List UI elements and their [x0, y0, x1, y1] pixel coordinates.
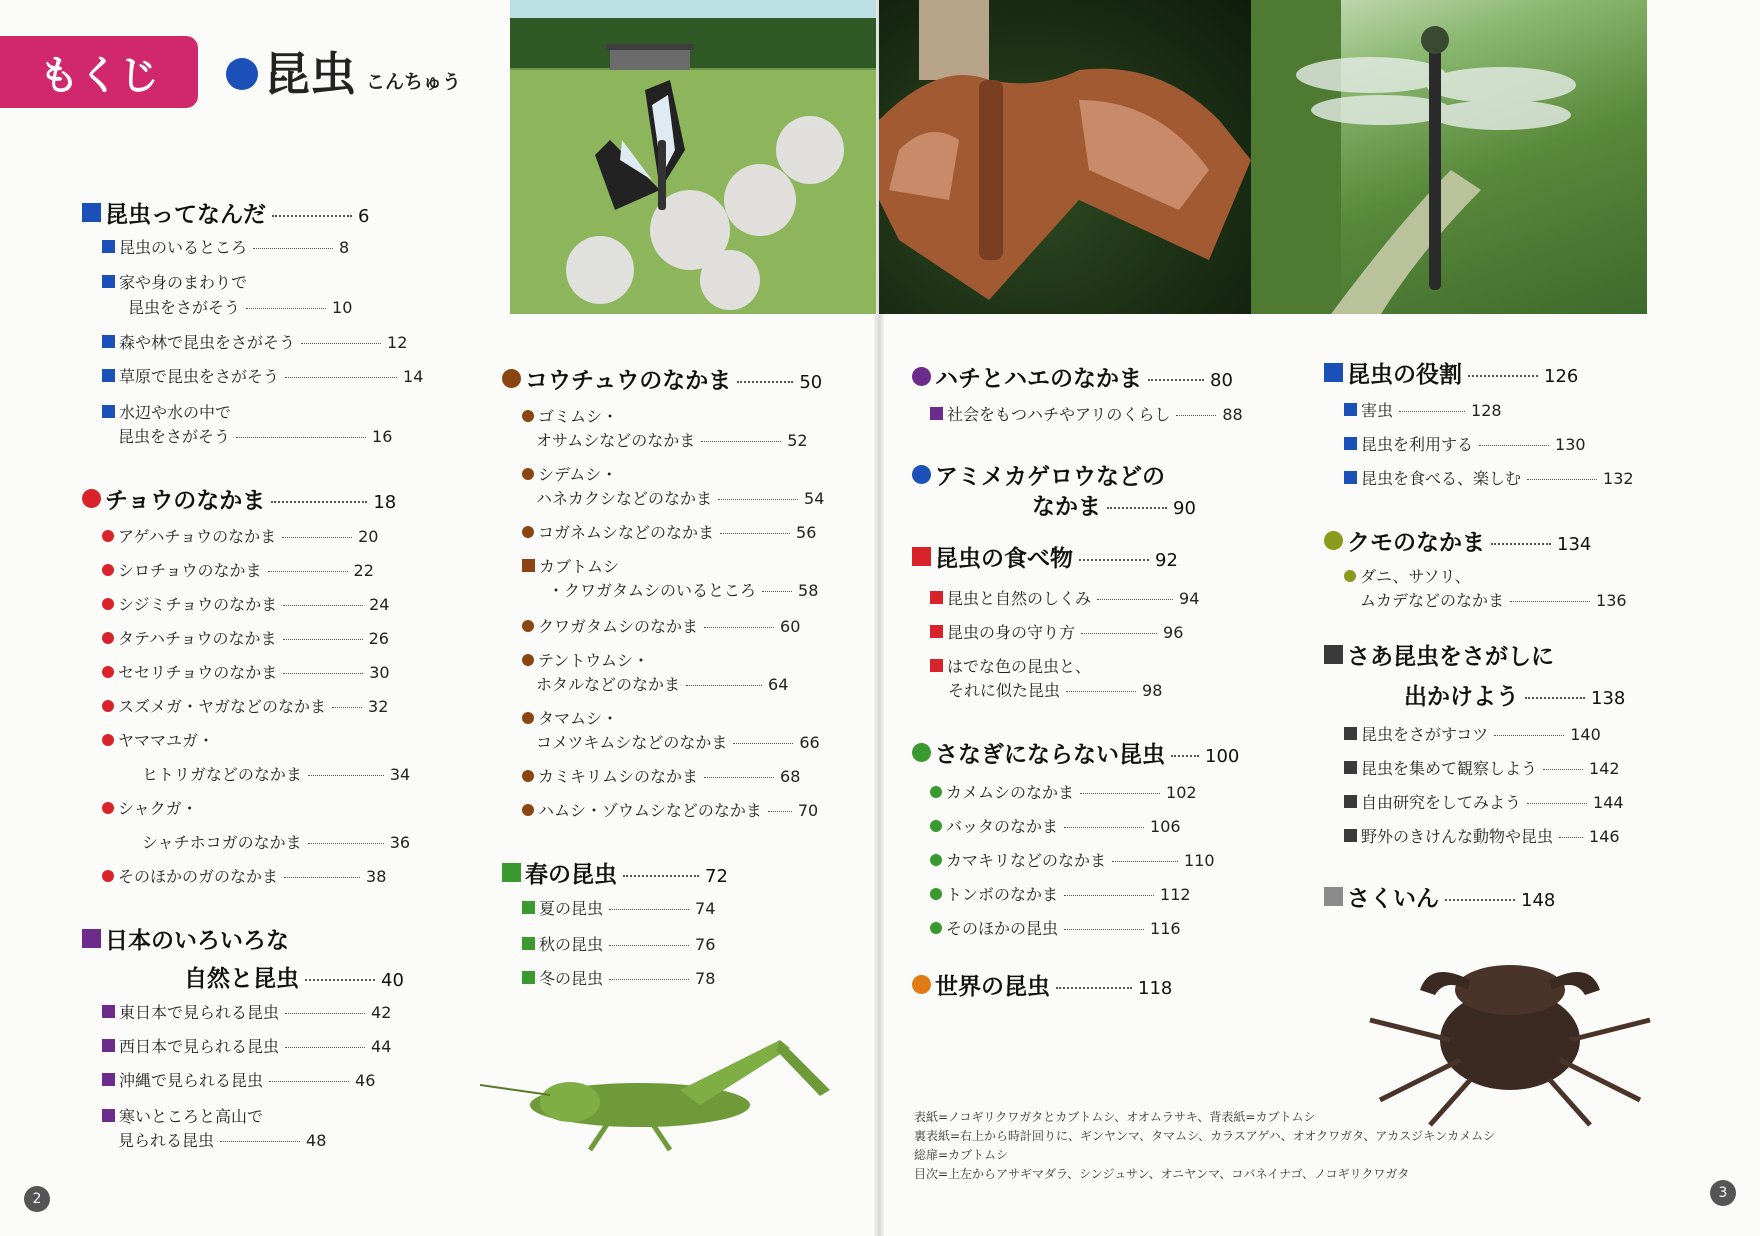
red-circle-icon [102, 666, 114, 678]
toc-item[interactable]: コメツキムシなどのなかま 66 [536, 733, 820, 752]
toc-heading[interactable]: アミメカゲロウなどの [912, 458, 1165, 491]
toc-item[interactable]: 冬の昆虫 78 [522, 966, 715, 989]
blue-square-icon [102, 405, 115, 418]
toc-item[interactable]: そのほかの昆虫 116 [930, 916, 1181, 939]
red-square-icon [930, 591, 943, 604]
toc-heading[interactable]: クモのなかま 134 [1324, 524, 1591, 557]
toc-item[interactable]: アゲハチョウのなかま 20 [102, 524, 378, 547]
red-circle-icon [102, 734, 114, 746]
toc-item[interactable]: ダニ、サソリ、 [1344, 564, 1471, 587]
toc-item[interactable]: 寒いところと高山で [102, 1104, 263, 1127]
toc-item[interactable]: シデムシ・ [522, 462, 617, 485]
toc-heading[interactable]: 自然と昆虫 40 [184, 966, 404, 992]
toc-item[interactable]: 社会をもつハチやアリのくらし 88 [930, 402, 1243, 425]
toc-heading[interactable]: 出かけよう 138 [1404, 684, 1626, 710]
olive-circle-icon [1344, 570, 1356, 582]
toc-heading[interactable]: ハチとハエのなかま 80 [912, 360, 1233, 393]
toc-heading[interactable]: さくいん 148 [1324, 880, 1555, 913]
toc-item[interactable]: バッタのなかま 106 [930, 814, 1181, 837]
contents-tab: もくじ [0, 36, 198, 108]
green-circle-icon [930, 854, 942, 866]
toc-item[interactable]: 昆虫をさがそう 16 [118, 427, 393, 446]
green-square-icon [522, 971, 535, 984]
blue-square-icon [102, 275, 115, 288]
toc-item[interactable]: 夏の昆虫 74 [522, 896, 715, 919]
toc-item[interactable]: 見られる昆虫 48 [118, 1131, 327, 1150]
red-square-icon [930, 659, 943, 672]
toc-item[interactable]: そのほかのガのなかま 38 [102, 864, 386, 887]
toc-item[interactable]: 自由研究をしてみよう 144 [1344, 790, 1624, 813]
red-circle-icon [102, 564, 114, 576]
toc-heading[interactable]: チョウのなかま 18 [82, 482, 396, 515]
toc-item[interactable]: シャクガ・ [102, 796, 198, 819]
toc-item[interactable]: 昆虫をさがそう 10 [128, 298, 353, 317]
red-circle-icon [102, 632, 114, 644]
photo-asagimadara [510, 0, 876, 314]
toc-item[interactable]: ヤママユガ・ [102, 728, 214, 751]
section-title: 昆虫 こんちゅう [226, 46, 461, 102]
brown-circle-icon [522, 654, 534, 666]
toc-heading[interactable]: コウチュウのなかま 50 [502, 362, 822, 395]
grasshopper-illustration [480, 1030, 860, 1160]
brown-circle-icon [502, 369, 521, 388]
green-circle-icon [930, 888, 942, 900]
blue-circle-icon [226, 58, 258, 90]
purple-circle-icon [912, 367, 931, 386]
gray-square-icon [1324, 887, 1343, 906]
toc-heading[interactable]: なかま 90 [1032, 494, 1196, 520]
blue-square-icon [102, 240, 115, 253]
toc-item[interactable]: オサムシなどのなかま 52 [536, 431, 808, 450]
red-circle-icon [82, 489, 101, 508]
toc-item[interactable]: カミキリムシのなかま 68 [522, 764, 800, 787]
purple-square-icon [930, 407, 943, 420]
blue-square-icon [1344, 403, 1357, 416]
blue-square-icon [102, 369, 115, 382]
toc-heading[interactable]: さあ昆虫をさがしに [1324, 638, 1554, 671]
blue-square-icon [1344, 471, 1357, 484]
toc-item[interactable]: 家や身のまわりで [102, 270, 247, 293]
toc-item[interactable]: トンボのなかま 112 [930, 882, 1191, 905]
purple-square-icon [102, 1109, 115, 1122]
toc-heading[interactable]: さなぎにならない昆虫 100 [912, 736, 1239, 769]
toc-item[interactable]: シジミチョウのなかま 24 [102, 592, 389, 615]
toc-item[interactable]: 昆虫を利用する 130 [1344, 432, 1586, 455]
dark-square-icon [1344, 829, 1357, 842]
green-square-icon [522, 901, 535, 914]
red-circle-icon [102, 530, 114, 542]
toc-item[interactable]: 野外のきけんな動物や昆虫 146 [1344, 824, 1620, 847]
toc-item[interactable]: 西日本で見られる昆虫 44 [102, 1034, 391, 1057]
brown-circle-icon [522, 410, 534, 422]
red-square-icon [912, 547, 931, 566]
toc-heading[interactable]: 昆虫ってなんだ 6 [82, 196, 369, 229]
toc-item[interactable]: 秋の昆虫 76 [522, 932, 715, 955]
toc-item[interactable]: 昆虫と自然のしくみ 94 [930, 586, 1199, 609]
toc-heading[interactable]: 昆虫の役割 126 [1324, 356, 1578, 389]
green-circle-icon [930, 820, 942, 832]
toc-item[interactable]: タテハチョウのなかま 26 [102, 626, 389, 649]
green-circle-icon [930, 922, 942, 934]
purple-square-icon [102, 1005, 115, 1018]
purple-square-icon [102, 1073, 115, 1086]
olive-circle-icon [1324, 531, 1343, 550]
toc-item[interactable]: 森や林で昆虫をさがそう 12 [102, 330, 407, 353]
toc-item[interactable]: タマムシ・ [522, 706, 618, 729]
purple-square-icon [102, 1039, 115, 1052]
toc-item[interactable]: ヒトリガなどのなかま 34 [142, 765, 411, 784]
dark-square-icon [1344, 761, 1357, 774]
toc-item[interactable]: カメムシのなかま 102 [930, 780, 1197, 803]
toc-item[interactable]: それに似た昆虫 98 [948, 681, 1163, 700]
red-circle-icon [102, 700, 114, 712]
toc-heading[interactable]: 世界の昆虫 118 [912, 968, 1172, 1001]
toc-item[interactable]: コガネムシなどのなかま 56 [522, 520, 816, 543]
blue-square-icon [1324, 363, 1343, 382]
purple-square-icon [82, 929, 101, 948]
blue-square-icon [102, 335, 115, 348]
photo-credits: 表紙=ノコギリクワガタとカブトムシ、オオムラサキ、背表紙=カブトムシ 裏表紙=右上から時計回りに、ギンヤンマ、タマムシ、カラスアゲハ、オオクワガタ、アカスジキンカメムシ 総扉=カブトムシ 目次=上左からアサギマダラ、シンジュサン、オニヤンマ、コバネイナゴ、ノコギリクワガタ [914, 1110, 1496, 1181]
red-circle-icon [102, 802, 114, 814]
toc-item[interactable]: 沖縄で見られる昆虫 46 [102, 1068, 375, 1091]
toc-item[interactable]: はでな色の昆虫と、 [930, 654, 1091, 677]
toc-item[interactable]: クワガタムシのなかま 60 [522, 614, 800, 637]
orange-circle-icon [912, 975, 931, 994]
toc-item[interactable]: スズメガ・ヤガなどのなかま 32 [102, 694, 388, 717]
dark-square-icon [1344, 727, 1357, 740]
page-number-left: 2 [24, 1186, 50, 1212]
page-number-right: 3 [1710, 1180, 1736, 1206]
toc-item[interactable]: ハネカクシなどのなかま 54 [536, 489, 825, 508]
toc-item[interactable]: 昆虫のいるところ 8 [102, 235, 349, 258]
red-square-icon [930, 625, 943, 638]
blue-square-icon [1344, 437, 1357, 450]
brown-circle-icon [522, 804, 534, 816]
brown-circle-icon [522, 620, 534, 632]
dark-square-icon [1324, 645, 1343, 664]
toc-item[interactable]: カブトムシ [522, 554, 619, 577]
green-circle-icon [912, 743, 931, 762]
blue-square-icon [82, 203, 101, 222]
photo-shinjusan [879, 0, 1251, 314]
toc-item[interactable]: シャチホコガのなかま 36 [142, 833, 411, 852]
blue-circle-icon [912, 465, 931, 484]
toc-item[interactable]: 昆虫を集めて観察しよう 142 [1344, 756, 1620, 779]
toc-item[interactable]: 害虫 128 [1344, 398, 1502, 421]
toc-item[interactable]: テントウムシ・ [522, 648, 649, 671]
red-circle-icon [102, 870, 114, 882]
toc-item[interactable]: セセリチョウのなかま 30 [102, 660, 390, 683]
dark-square-icon [1344, 795, 1357, 808]
brown-circle-icon [522, 468, 534, 480]
toc-item[interactable]: 昆虫をさがすコツ 140 [1344, 722, 1601, 745]
toc-item[interactable]: ムカデなどのなかま 136 [1360, 591, 1627, 610]
toc-item[interactable]: ハムシ・ゾウムシなどのなかま 70 [522, 798, 818, 821]
red-circle-icon [102, 598, 114, 610]
toc-item[interactable]: 昆虫の身の守り方 96 [930, 620, 1183, 643]
brown-square-icon [522, 559, 535, 572]
toc-heading[interactable]: 昆虫の食べ物 92 [912, 540, 1178, 573]
toc-heading[interactable]: 春の昆虫 72 [502, 856, 728, 889]
brown-circle-icon [522, 712, 534, 724]
toc-item[interactable]: 水辺や水の中で [102, 400, 231, 423]
toc-item[interactable]: 草原で昆虫をさがそう 14 [102, 364, 423, 387]
toc-item[interactable]: ゴミムシ・ [522, 404, 618, 427]
toc-heading[interactable]: 日本のいろいろな [82, 922, 289, 955]
green-circle-icon [930, 786, 942, 798]
brown-circle-icon [522, 770, 534, 782]
toc-item[interactable]: シロチョウのなかま 22 [102, 558, 374, 581]
green-square-icon [502, 863, 521, 882]
toc-item[interactable]: 昆虫を食べる、楽しむ 132 [1344, 466, 1634, 489]
photo-oniyanma [1251, 0, 1647, 314]
toc-item[interactable]: 東日本で見られる昆虫 42 [102, 1000, 391, 1023]
toc-item[interactable]: ホタルなどのなかま 64 [536, 675, 789, 694]
toc-item[interactable]: ・クワガタムシのいるところ 58 [548, 581, 819, 600]
green-square-icon [522, 937, 535, 950]
stag-beetle-illustration [1350, 950, 1680, 1130]
toc-item[interactable]: カマキリなどのなかま 110 [930, 848, 1215, 871]
brown-circle-icon [522, 526, 534, 538]
